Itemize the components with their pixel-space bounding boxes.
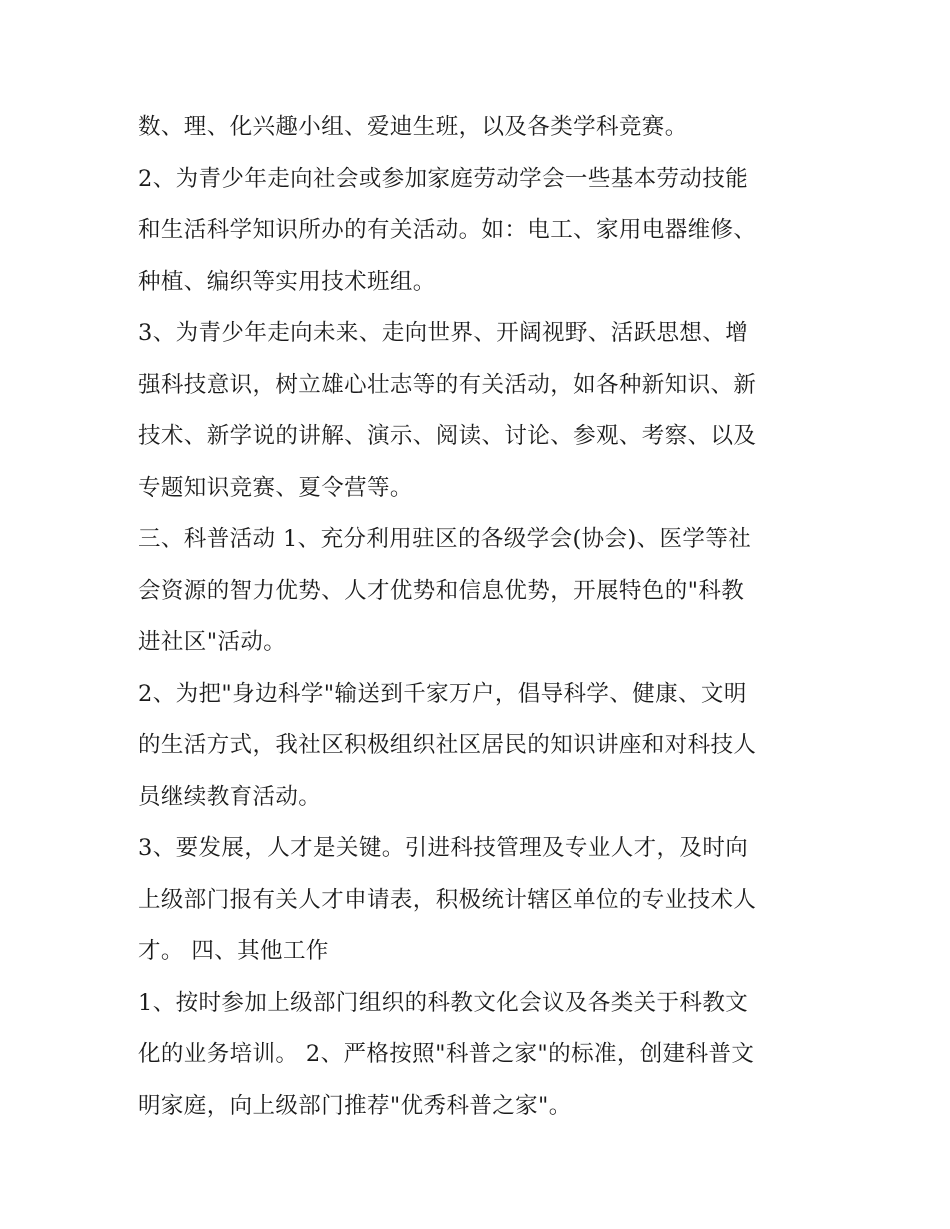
text-line: 明家庭，向上级部门推荐"优秀科普之家"。	[138, 1092, 572, 1119]
text-line: 2、为把"身边科学"输送到千家万户，倡导科学、健康、文明	[138, 680, 747, 707]
text-line: 3、要发展，人才是关键。引进科技管理及专业人才，及时向	[138, 835, 749, 861]
text-line: 种植、编织等实用技术班组。	[138, 268, 436, 295]
text-line: 3、为青少年走向未来、走向世界、开阔视野、活跃思想、增	[138, 320, 749, 346]
text-line: 1、按时参加上级部门组织的科教文化会议及各类关于科教文	[138, 989, 749, 1016]
text-line: 进社区"活动。	[138, 629, 287, 655]
text-line: 才。 四、其他工作	[138, 938, 329, 964]
text-line: 会资源的智力优势、人才优势和信息优势，开展特色的"科教	[138, 577, 745, 604]
text-line: 专题知识竞赛、夏令营等。	[138, 474, 413, 501]
text-line: 数、理、化兴趣小组、爱迪生班，以及各类学科竞赛。	[138, 114, 688, 140]
text-line: 员继续教育活动。	[138, 783, 322, 810]
text-line: 2、为青少年走向社会或参加家庭劳动学会一些基本劳动技能	[138, 165, 749, 192]
text-line: 和生活科学知识所办的有关活动。如：电工、家用电器维修、	[138, 217, 757, 243]
text-line: 化的业务培训。 2、严格按照"科普之家"的标准，创建科普文	[138, 1041, 755, 1067]
text-line: 上级部门报有关人才申请表，积极统计辖区单位的专业技术人	[138, 886, 757, 913]
text-line: 三、科普活动 1、充分利用驻区的各级学会(协会)、医学等社	[138, 526, 752, 552]
text-line: 的生活方式，我社区积极组织社区居民的知识讲座和对科技人	[138, 732, 757, 758]
text-line: 技术、新学说的讲解、演示、阅读、讨论、参观、考察、以及	[138, 423, 757, 449]
document-page	[138, 102, 818, 1132]
text-line: 强科技意识，树立雄心壮志等的有关活动，如各种新知识、新	[138, 371, 757, 398]
